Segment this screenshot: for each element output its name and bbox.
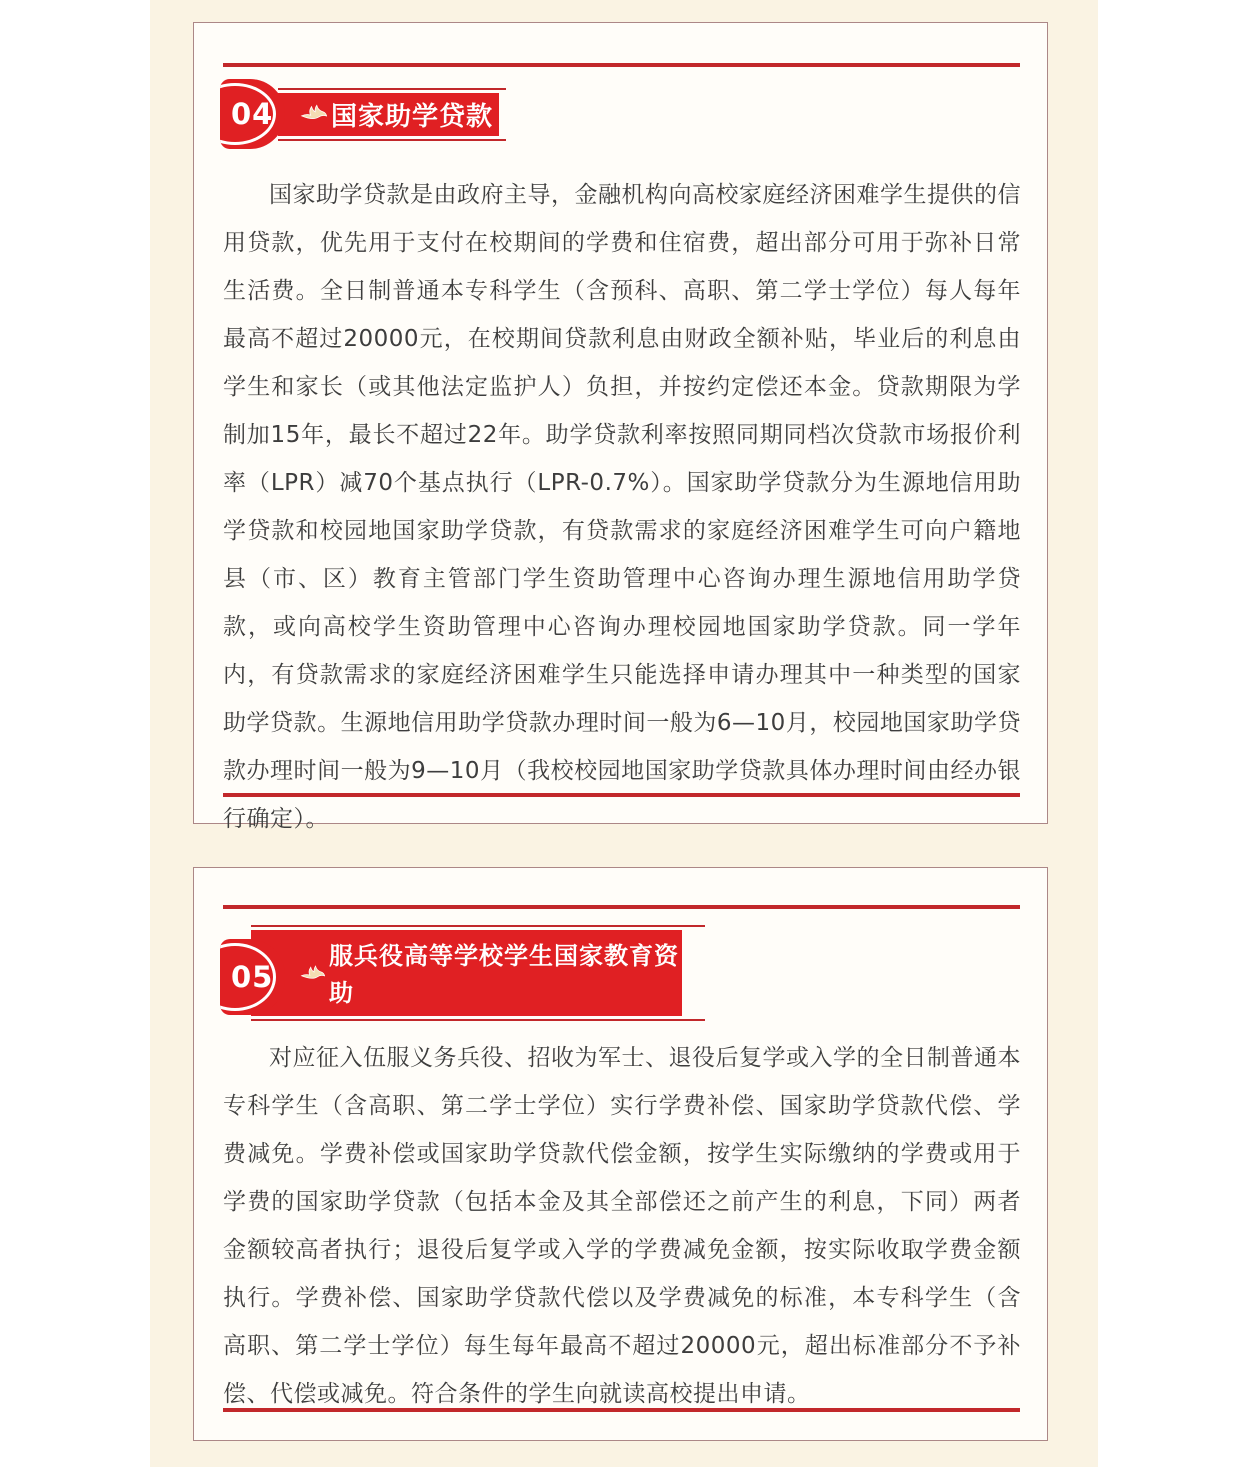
banner-echo-line-bottom — [251, 1019, 705, 1021]
section-04-body: 国家助学贷款是由政府主导，金融机构向高校家庭经济困难学生提供的信用贷款，优先用于支付在校期间的学费和住宿费，超出部分可用于弥补日常生活费。全日制普通本专科学生（含预科、高职、第二学士学位）每人每年最高不超过20000元，在校期间贷款利息由财政全额补贴，毕业后的利息由学生和家长（或其他法定监护人）负担，并按约定偿还本金。贷款期限为学制加15年，最长不超过22年。助学贷款利率按照同期同档次贷款市场报价利率（LPR）减70个基点执行（LPR-0.7%）。国家助学贷款分为生源地信用助学贷款和校园地国家助学贷款，有贷款需求的家庭经济困难学生可向户籍地县（市、区）教育主管部门学生资助管理中心咨询办理生源地信用助学贷款，或向高校学生资助管理中心咨询办理校园地国家助学贷款。同一学年内，有贷款需求的家庭经济困难学生只能选择申请办理其中一种类型的国家助学贷款。生源地信用助学贷款办理时间一般为6—10月，校园地国家助学贷款办理时间一般为9—10月（我校校园地国家助学贷款具体办理时间由经办银行确定）。 — [223, 182, 1021, 832]
section-05-title-line-2: 助 — [329, 979, 354, 1007]
section-05-bottom-rule — [223, 1408, 1020, 1412]
section-04-title-banner — [278, 93, 499, 136]
section-04-top-rule — [223, 63, 1020, 67]
banner-echo-line-bottom — [278, 139, 506, 141]
section-04-number: 04 — [231, 97, 274, 131]
article-page — [150, 0, 1098, 1467]
section-card-04 — [193, 22, 1048, 832]
section-04-bottom-rule — [223, 793, 1020, 797]
section-04-number-badge — [220, 79, 285, 149]
dove-icon — [300, 101, 327, 128]
dove-icon — [300, 962, 325, 987]
section-04-title: 国家助学贷款 — [331, 102, 494, 132]
banner-echo-line-top — [278, 88, 506, 90]
section-05-title-line-1: 服兵役高等学校学生国家教育资 — [329, 942, 679, 970]
section-05-title-banner — [251, 930, 682, 1016]
section-05-title — [329, 930, 682, 1012]
banner-echo-line-top — [251, 925, 705, 927]
section-card-05 — [193, 867, 1048, 1441]
banner-background — [278, 93, 499, 136]
banner-background — [251, 930, 682, 1016]
section-05-number-badge — [220, 939, 285, 1015]
section-05-body: 对应征入伍服义务兵役、招收为军士、退役后复学或入学的全日制普通本专科学生（含高职、第二学士学位）实行学费补偿、国家助学贷款代偿、学费减免。学费补偿或国家助学贷款代偿金额，按学生实际缴纳的学费或用于学费的国家助学贷款（包括本金及其全部偿还之前产生的利息，下同）两者金额较高者执行；退役后复学或入学的学费减免金额，按实际收取学费金额执行。学费补偿、国家助学贷款代偿以及学费减免的标准，本专科学生（含高职、第二学士学位）每生每年最高不超过20000元，超出标准部分不予补偿、代偿或减免。符合条件的学生向就读高校提出申请。 — [223, 1045, 1021, 1407]
section-05-top-rule — [223, 905, 1020, 909]
section-05-number: 05 — [231, 960, 274, 994]
